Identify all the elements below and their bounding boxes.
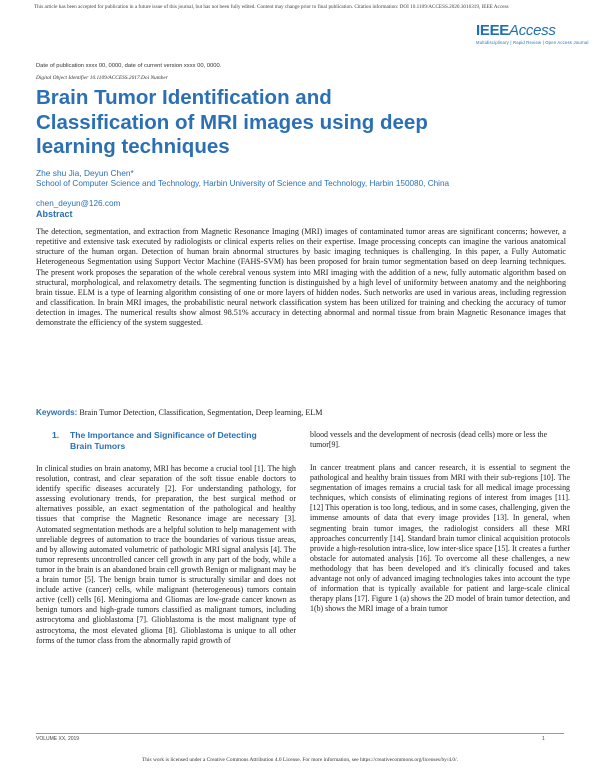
top-note: This article has been accepted for publication in a future issue of this journal, but has not been fully edited. Content may change prior to final publication. Citation information: DOI 10.1109/ACCESS.2020.3016319, IEEE Access: [34, 4, 509, 10]
author-email: chen_deyun@126.com: [36, 199, 121, 208]
right-column-continuation: blood vessels and the development of necrosis (dead cells) more or less the tumor[9].: [310, 430, 548, 450]
logo-tagline: Multidisciplinary | Rapid Review | Open Access Journal: [476, 40, 589, 45]
logo-name: Access: [508, 22, 556, 39]
doi-line: Digital Object Identifier 10.1109/ACCESS.2017.Doi Number: [36, 75, 168, 81]
section-heading: [52, 430, 292, 452]
logo-wordmark: [476, 22, 576, 39]
ieee-access-logo: [476, 22, 589, 45]
footer-page-number: 1: [542, 736, 545, 742]
paper-title: Brain Tumor Identification and Classification of MRI images using deep learning techniques: [36, 86, 428, 158]
publication-date: Date of publication xxxx 00, 0000, date of current version xxxx 00, 0000.: [36, 63, 222, 69]
right-column-body: In cancer treatment plans and cancer research, it is essential to segment the pathological and healthy brain tissues from MRI with their sub-regions [10]. The segmentation of images remains a crucial task for all medical image processing techniques, which consists of eliminating regions of interest from images [11]. [12] This operation is too long, tedious, and in some cases, challenging, given the immense amounts of data that every image provides [13]. In general, when segmenting brain tumor images, the radiologist considers all these MRI approaches concurrently [14]. Standard brain tumor clinical acquisition protocols provide a high-resolution intra-slice, low inter-slice space [15]. It creates a further obstacle for automated analysis [16]. To overcome all these challenges, a new methodology that has been developed and it's clinically focused and takes advantage not only of advanced imaging technologies takes into account the type of information that is typically available for patient and large-scale clinical therapy plans [17]. Figure 1 (a) shows the 2D model of brain tumor detection, and 1(b) shows the MRI image of a brain tumor: [310, 463, 570, 614]
footer-divider: [36, 733, 564, 734]
keywords-list: Brain Tumor Detection, Classification, Segmentation, Deep learning, ELM: [79, 408, 323, 417]
section-title-line1: The Importance and Significance of Detecting: [70, 430, 257, 440]
abstract-text: The detection, segmentation, and extraction from Magnetic Resonance Imaging (MRI) images of contaminated tumor areas are significant concerns; however, a repetitive and extensive task executed by radiologists or clinical experts relies on their expertise. Image processing concepts can imagine the various anatomical structure of the human organ. Detection of human brain abnormal structures by basic imaging techniques is challenging. In this paper, a Fully Automatic Heterogeneous Segmentation using Support Vector Machine (FAHS-SVM) has been proposed for brain tumor segmentation based on deep learning techniques. The present work proposes the separation of the whole cerebral venous system into MRI imaging with the addition of a new, fully automatic algorithm based on structural, morphological, and relaxometry details. The segmenting function is distinguished by a high level of uniformity between anatomy and the neighboring brain tissue. ELM is a type of learning algorithm consisting of one or more layers of hidden nodes. Such networks are used in various areas, including regression and classification. In brain MRI images, the probabilistic neural network classification system has been utilized for training and checking the accuracy of tumor detection in images. The numerical results show almost 98.51% accuracy in detecting abnormal and normal tissue from brain Magnetic Resonance images that demonstrate the efficiency of the system suggested.: [36, 227, 566, 328]
keywords: [36, 408, 322, 417]
keywords-label: Keywords:: [36, 408, 78, 417]
affiliation: School of Computer Science and Technology, Harbin University of Science and Technology, Harbin 150080, China: [36, 179, 450, 188]
license-note: This work is licensed under a Creative Commons Attribution 4.0 License. For more information, see https://creativecommons.org/licenses/by/4.0/.: [142, 757, 458, 763]
logo-brand: IEEE: [476, 22, 509, 39]
authors: Zhe shu Jia, Deyun Chen*: [36, 168, 134, 178]
footer-volume: VOLUME XX, 2019: [36, 736, 80, 742]
abstract-heading: Abstract: [36, 209, 73, 219]
section-title-line2: Brain Tumors: [70, 441, 126, 451]
section-number: 1.: [52, 430, 60, 440]
left-column-body: In clinical studies on brain anatomy, MRI has become a crucial tool [1]. The high resolution, contrast, and clear separation of the soft tissue enable doctors to identify specific diseases accurately [2]. For understanding pathology, for assessing evolutionary trends, for preparation, the best surgical method or alternatives possible, an exact segmentation of the pathological and healthy tissues that comprise the Magnetic Resonance image are necessary [3]. Automated segmentation methods are a helpful solution to help management with unreliable degrees of automation to trace the boundaries of various tissue areas, and by allowing automated volumetric of pathologic MRI signal analysis [4]. The tumor represents uncontrolled cancer cell growth in any part of the body, while a tumor in the brain is an abandoned brain cell growth Benign or malignant may be a brain tumor [5]. The benign brain tumor is structurally similar and does not include active (cancer) cells, while malignant (heterogeneous) tumors contain active (cell) cells [6]. Meningioma and Gliomas are low-grade cancer known as benign tumors and high-grade tumors classified as malignant tumors, including astrocytoma and glioblastoma [7]. Glioblastoma is the most malignant type of astrocytoma, the most elevated glioma [8]. Glioblastoma is unique to all other forms of the tumor class from the abnormally rapid growth of: [36, 464, 296, 645]
